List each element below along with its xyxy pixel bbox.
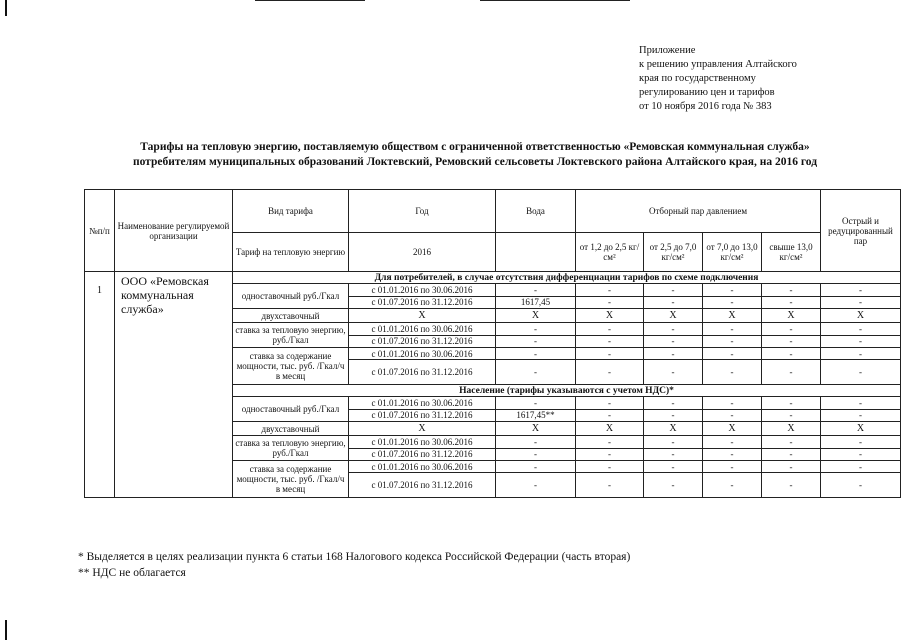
x-cell: Х xyxy=(644,309,703,323)
footnote-1: * Выделяется в целях реализации пункта 6 статьи 168 Налогового кодекса Российской Федерации (часть вторая) xyxy=(78,551,631,563)
value-cell: - xyxy=(821,323,901,336)
value-cell: - xyxy=(762,348,821,360)
x-cell: Х xyxy=(703,422,762,436)
period-cell: с 01.01.2016 по 30.06.2016 xyxy=(349,397,496,410)
value-cell: - xyxy=(644,461,703,473)
value-cell: - xyxy=(703,284,762,297)
value-cell: - xyxy=(576,296,644,309)
period-cell: с 01.01.2016 по 30.06.2016 xyxy=(349,323,496,336)
value-cell: - xyxy=(703,348,762,360)
value-cell: - xyxy=(821,296,901,309)
header-num: №п/п xyxy=(85,190,115,272)
appendix-block xyxy=(639,44,797,114)
value-cell: - xyxy=(576,348,644,360)
value-cell: - xyxy=(496,397,576,410)
scan-line-right xyxy=(480,0,630,1)
value-cell: - xyxy=(821,436,901,449)
x-cell: Х xyxy=(644,422,703,436)
value-cell: - xyxy=(762,448,821,461)
header-tariff-heat: Тариф на тепловую энергию xyxy=(233,233,349,272)
value-cell: - xyxy=(576,360,644,385)
header-year: Год xyxy=(349,190,496,233)
period-cell: с 01.07.2016 по 31.12.2016 xyxy=(349,296,496,309)
tariff-label: двухставочный xyxy=(233,309,349,323)
value-cell: - xyxy=(644,296,703,309)
value-cell: 1617,45** xyxy=(496,409,576,422)
header-tariff-type: Вид тарифа xyxy=(233,190,349,233)
value-cell: - xyxy=(703,448,762,461)
header-row-1 xyxy=(85,190,901,233)
value-cell: - xyxy=(644,473,703,498)
x-cell: Х xyxy=(762,422,821,436)
period-cell: с 01.07.2016 по 31.12.2016 xyxy=(349,448,496,461)
tariff-label: одноставочный руб./Гкал xyxy=(233,284,349,309)
header-pressure-3: от 7,0 до 13,0 кг/см² xyxy=(703,233,762,272)
section-row xyxy=(85,272,901,284)
x-cell: Х xyxy=(576,309,644,323)
value-cell: - xyxy=(762,284,821,297)
tariff-label: одноставочный руб./Гкал xyxy=(233,397,349,422)
value-cell: - xyxy=(576,323,644,336)
value-cell: - xyxy=(703,409,762,422)
value-cell: - xyxy=(496,448,576,461)
value-cell: - xyxy=(703,335,762,348)
x-cell: Х xyxy=(703,309,762,323)
value-cell: - xyxy=(821,284,901,297)
value-cell: - xyxy=(576,436,644,449)
x-cell: Х xyxy=(762,309,821,323)
appendix-line: Приложение xyxy=(639,45,696,56)
value-cell: - xyxy=(496,335,576,348)
scan-line-left xyxy=(255,0,365,1)
value-cell: - xyxy=(576,284,644,297)
appendix-line: от 10 ноября 2016 года № 383 xyxy=(639,101,772,112)
scan-edge-mark-bottom xyxy=(5,620,7,640)
header-sharp-steam: Острый и редуцированный пар xyxy=(821,190,901,272)
value-cell: - xyxy=(762,461,821,473)
value-cell: - xyxy=(496,284,576,297)
value-cell: - xyxy=(703,461,762,473)
tariff-label: ставка за содержание мощности, тыс. руб. /Гкал/ч в месяц xyxy=(233,461,349,498)
section-title: Для потребителей, в случае отсутствия дифференциации тарифов по схеме подключения xyxy=(233,272,901,284)
value-cell: 1617,45 xyxy=(496,296,576,309)
tariff-label: двухставочный xyxy=(233,422,349,436)
header-water: Вода xyxy=(496,190,576,233)
row-number: 1 xyxy=(85,272,115,498)
value-cell: - xyxy=(762,436,821,449)
period-cell: с 01.01.2016 по 30.06.2016 xyxy=(349,436,496,449)
period-cell: с 01.07.2016 по 31.12.2016 xyxy=(349,360,496,385)
value-cell: - xyxy=(762,473,821,498)
value-cell: - xyxy=(644,436,703,449)
value-cell: - xyxy=(821,397,901,410)
value-cell: - xyxy=(762,360,821,385)
period-cell: с 01.07.2016 по 31.12.2016 xyxy=(349,335,496,348)
period-cell: с 01.01.2016 по 30.06.2016 xyxy=(349,284,496,297)
header-pressure-4: свыше 13,0 кг/см² xyxy=(762,233,821,272)
value-cell: - xyxy=(644,409,703,422)
value-cell: - xyxy=(703,296,762,309)
document-title xyxy=(60,140,890,170)
appendix-line: к решению управления Алтайского xyxy=(639,59,797,70)
value-cell: - xyxy=(576,473,644,498)
x-cell: Х xyxy=(821,309,901,323)
value-cell: - xyxy=(762,323,821,336)
header-year-value: 2016 xyxy=(349,233,496,272)
value-cell: - xyxy=(496,436,576,449)
value-cell: - xyxy=(496,473,576,498)
value-cell: - xyxy=(644,335,703,348)
value-cell: - xyxy=(496,461,576,473)
period-cell: с 01.01.2016 по 30.06.2016 xyxy=(349,461,496,473)
value-cell: - xyxy=(821,335,901,348)
value-cell: - xyxy=(644,284,703,297)
value-cell: - xyxy=(762,397,821,410)
value-cell: - xyxy=(821,409,901,422)
value-cell: - xyxy=(703,397,762,410)
value-cell: - xyxy=(644,323,703,336)
tariff-label: ставка за содержание мощности, тыс. руб. /Гкал/ч в месяц xyxy=(233,348,349,385)
value-cell: - xyxy=(576,448,644,461)
value-cell: - xyxy=(821,473,901,498)
x-cell: Х xyxy=(576,422,644,436)
x-cell: Х xyxy=(821,422,901,436)
period-cell: с 01.01.2016 по 30.06.2016 xyxy=(349,348,496,360)
value-cell: - xyxy=(821,360,901,385)
value-cell: - xyxy=(496,360,576,385)
x-cell: Х xyxy=(496,309,576,323)
value-cell: - xyxy=(644,448,703,461)
section-title: Население (тарифы указываются с учетом НДС)* xyxy=(233,385,901,397)
header-steam: Отборный пар давлением xyxy=(576,190,821,233)
value-cell: - xyxy=(762,409,821,422)
tariff-table xyxy=(84,189,901,498)
header-org: Наименование регулируемой организации xyxy=(115,190,233,272)
organization-name: ООО «Ремовская коммунальная служба» xyxy=(115,272,233,498)
title-line-2: потребителям муниципальных образований Локтевский, Ремовский сельсоветы Локтевского района Алтайского края, на 2016 год xyxy=(132,156,818,168)
value-cell: - xyxy=(576,397,644,410)
tariff-label: ставка за тепловую энергию, руб./Гкал xyxy=(233,436,349,461)
tariff-label: ставка за тепловую энергию, руб./Гкал xyxy=(233,323,349,348)
x-cell: Х xyxy=(496,422,576,436)
value-cell: - xyxy=(703,323,762,336)
period-cell: с 01.07.2016 по 31.12.2016 xyxy=(349,473,496,498)
value-cell: - xyxy=(703,436,762,449)
header-water-blank xyxy=(496,233,576,272)
value-cell: - xyxy=(821,461,901,473)
header-pressure-2: от 2,5 до 7,0 кг/см² xyxy=(644,233,703,272)
value-cell: - xyxy=(762,335,821,348)
value-cell: - xyxy=(703,473,762,498)
scan-edge-mark xyxy=(5,0,7,16)
value-cell: - xyxy=(644,397,703,410)
header-pressure-1: от 1,2 до 2,5 кг/см² xyxy=(576,233,644,272)
value-cell: - xyxy=(703,360,762,385)
value-cell: - xyxy=(821,448,901,461)
appendix-line: края по государственному xyxy=(639,73,756,84)
title-line-1: Тарифы на тепловую энергию, поставляемую обществом с ограниченной ответственностью «Ремовская коммунальная служба» xyxy=(140,141,810,153)
x-cell: Х xyxy=(349,422,496,436)
value-cell: - xyxy=(762,296,821,309)
value-cell: - xyxy=(821,348,901,360)
footnote-2: ** НДС не облагается xyxy=(78,567,186,579)
appendix-line: регулированию цен и тарифов xyxy=(639,87,775,98)
value-cell: - xyxy=(496,348,576,360)
value-cell: - xyxy=(644,360,703,385)
value-cell: - xyxy=(496,323,576,336)
value-cell: - xyxy=(576,335,644,348)
value-cell: - xyxy=(576,461,644,473)
value-cell: - xyxy=(644,348,703,360)
period-cell: с 01.07.2016 по 31.12.2016 xyxy=(349,409,496,422)
value-cell: - xyxy=(576,409,644,422)
x-cell: Х xyxy=(349,309,496,323)
